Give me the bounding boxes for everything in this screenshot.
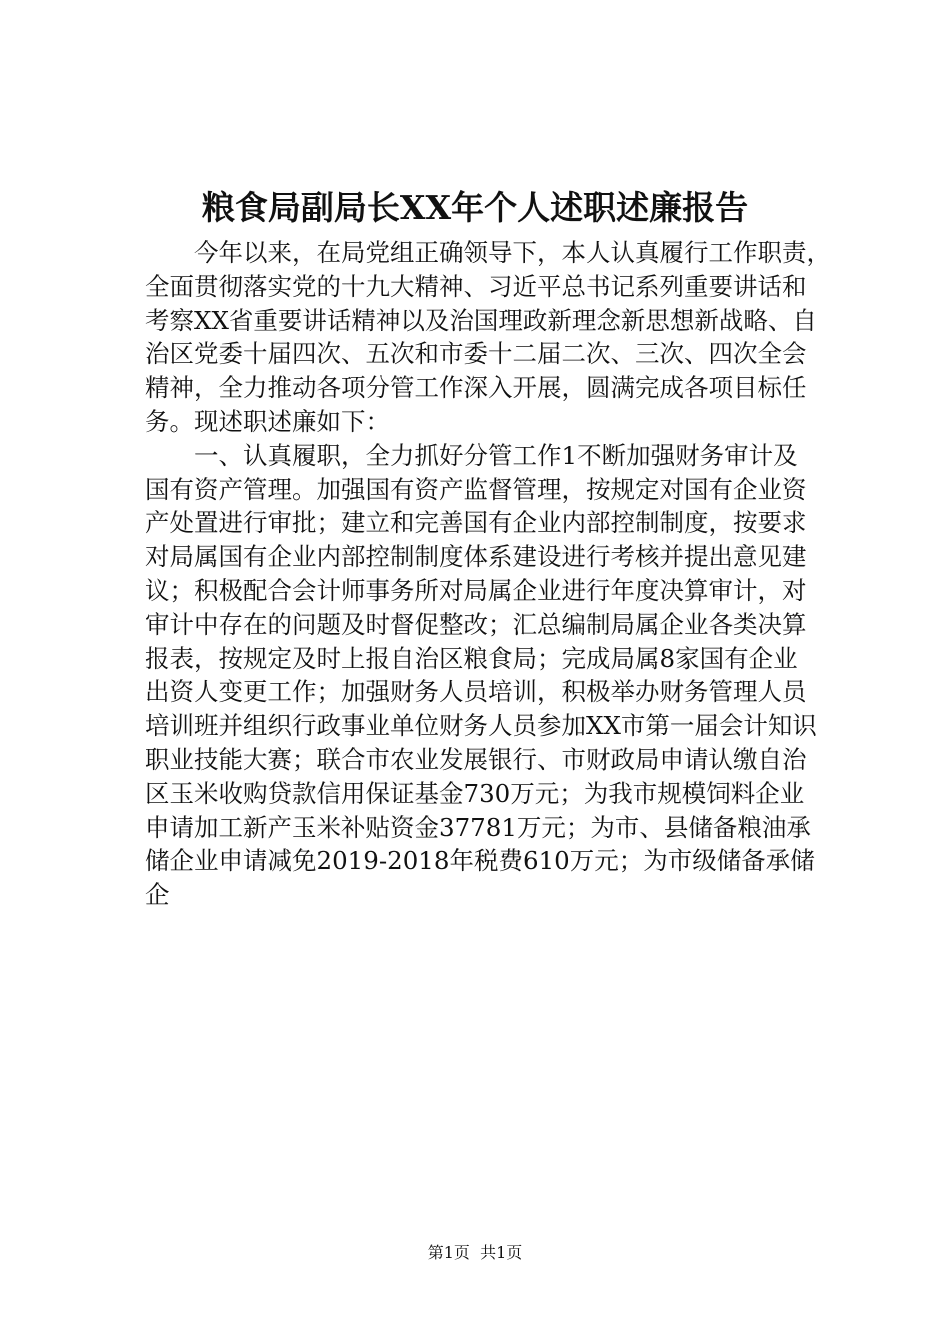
body-line: 培训班并组织行政事业单位财务人员参加XX市第一届会计知识	[145, 711, 817, 741]
body-line: 区玉米收购贷款信用保证基金730万元；为我市规模饲料企业	[145, 778, 805, 808]
body-line: 申请加工新产玉米补贴资金37781万元；为市、县储备粮油承	[145, 812, 811, 842]
body-line: 储企业申请减免2019-2018年税费610万元；为市级储备承储	[145, 846, 815, 876]
body-line: 出资人变更工作；加强财务人员培训，积极举办财务管理人员	[145, 677, 807, 707]
body-line: 产处置进行审批；建立和完善国有企业内部控制制度，按要求	[145, 508, 807, 538]
page-footer: 第1页 共1页	[427, 1243, 523, 1262]
body-line: 国有资产管理。加强国有资产监督管理，按规定对国有企业资	[145, 474, 807, 504]
body-line: 报表，按规定及时上报自治区粮食局；完成局属8家国有企业	[145, 643, 798, 673]
document-body	[145, 236, 841, 912]
body-line: 对局属国有企业内部控制制度体系建设进行考核并提出意见建	[145, 542, 807, 572]
body-line: 职业技能大赛；联合市农业发展银行、市财政局申请认缴自治	[145, 744, 807, 774]
document-title: 粮食局副局长XX年个人述职述廉报告	[201, 188, 749, 227]
body-line: 一、认真履职，全力抓好分管工作1不断加强财务审计及	[145, 440, 798, 470]
body-line: 今年以来，在局党组正确领导下，本人认真履行工作职责，	[145, 238, 831, 267]
body-line: 企	[145, 880, 170, 910]
body-line: 务。现述职述廉如下：	[145, 406, 390, 436]
body-line: 全面贯彻落实党的十九大精神、习近平总书记系列重要讲话和	[145, 271, 807, 301]
body-line: 治区党委十届四次、五次和市委十二届二次、三次、四次全会	[145, 339, 807, 369]
body-line: 议；积极配合会计师事务所对局属企业进行年度决算审计，对	[145, 575, 807, 605]
body-line: 精神，全力推动各项分管工作深入开展，圆满完成各项目标任	[145, 373, 807, 403]
body-line: 考察XX省重要讲话精神以及治国理政新理念新思想新战略、自	[145, 305, 817, 335]
body-line: 审计中存在的问题及时督促整改；汇总编制局属企业各类决算	[145, 609, 807, 639]
